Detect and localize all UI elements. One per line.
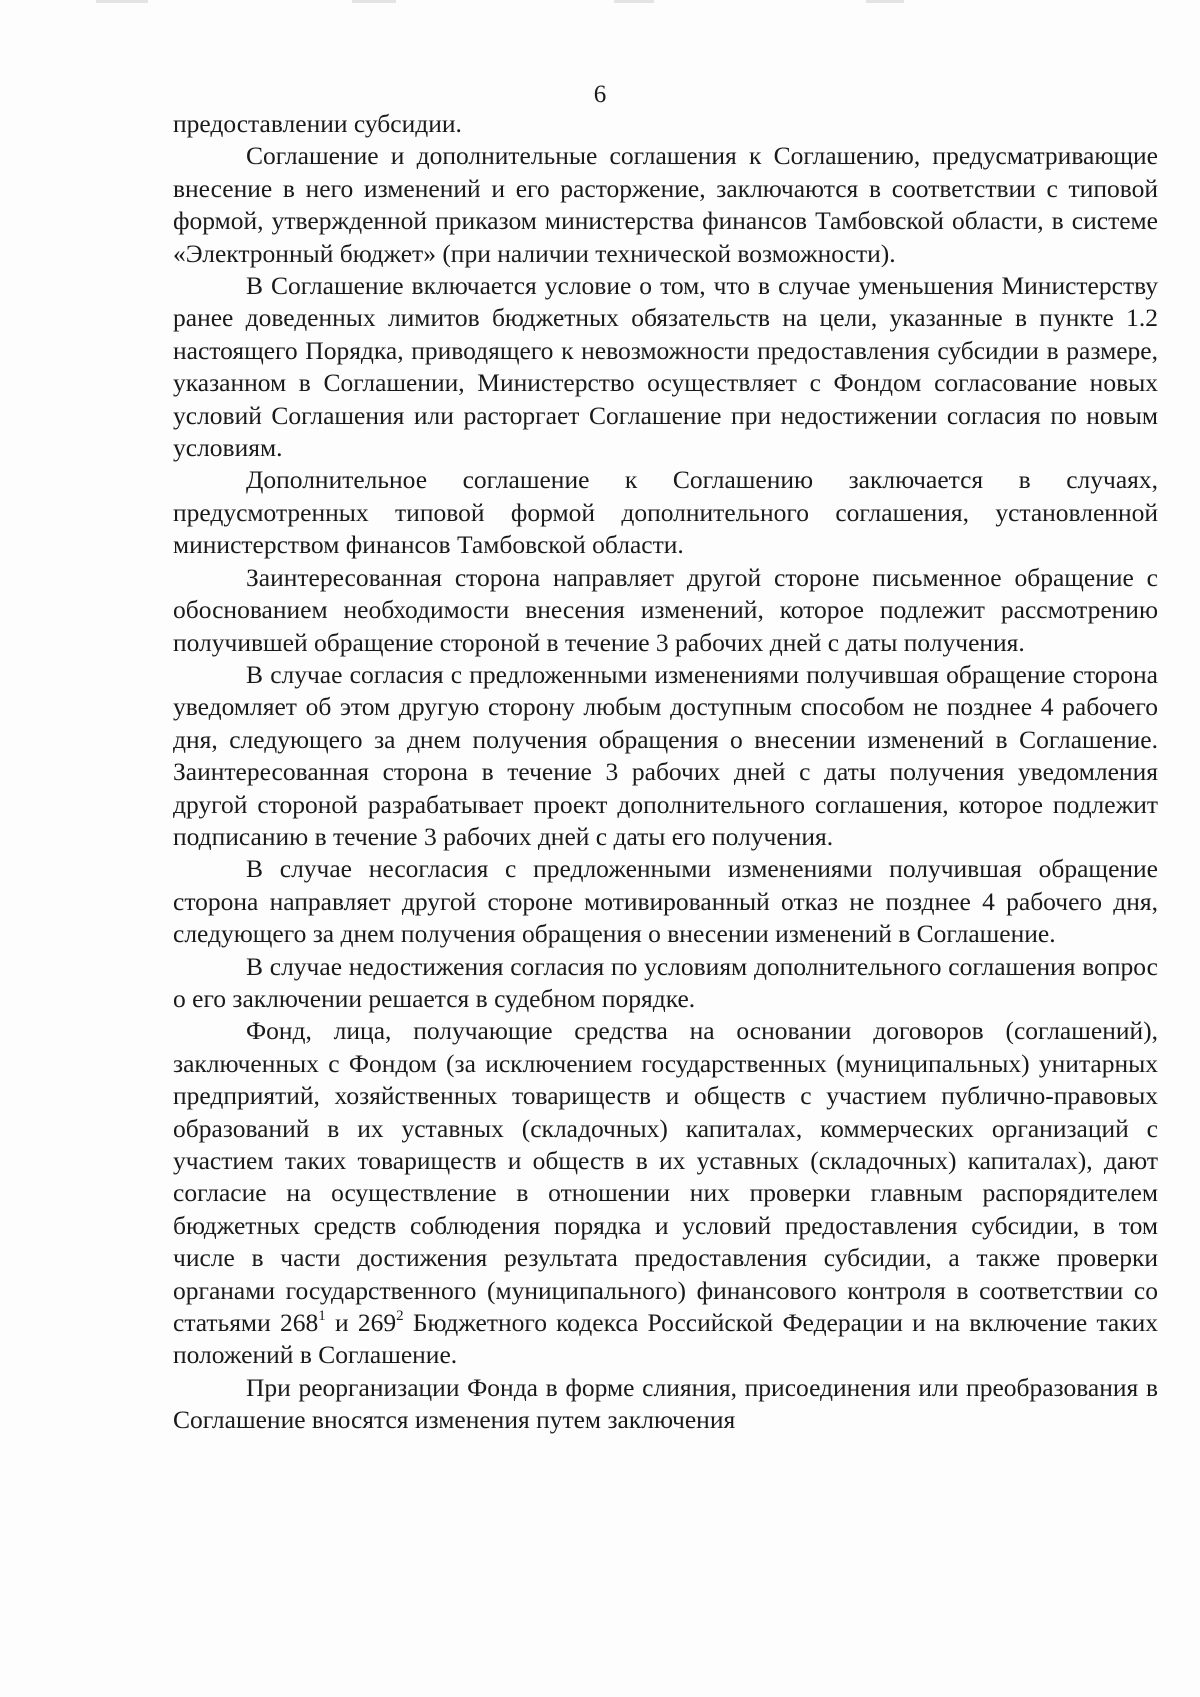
paragraph-refusal-case: В случае несогласия с предложенными изменениями получившая обращение сторона направляет другой стороне мотивированный отказ не позднее 4 рабочего дня, следующего за днем получения обращения о внесении изменений в Соглашение. xyxy=(173,854,1158,949)
scan-artifact xyxy=(96,0,148,3)
paragraph-consent-case: В случае согласия с предложенными изменениями получившая обращение сторона уведомляет об этом другую сторону любым доступным способом не позднее 4 рабочего дня, следующего за днем получения обращения о внесении изменений в Соглашение. Заинтересованная сторона в течение 3 рабочих дней с даты получения уведомления другой стороной разрабатывает проект дополнительного соглашения, которое подлежит подписанию в течение 3 рабочих дней с даты его получения. xyxy=(173,659,1158,851)
article-superscript: 1 xyxy=(318,1308,326,1325)
audit-text-middle: и 269 xyxy=(325,1308,397,1338)
paragraph-limits-reduction: В Соглашение включается условие о том, что в случае уменьшения Министерству ранее доведенных лимитов бюджетных обязательств на цели, указанные в пункте 1.2 настоящего Порядка, приводящего к невозможности предоставления субсидии в размере, указанном в Соглашении, Министерство осуществляет с Фондом согласование новых условий Соглашения или расторгает Соглашение при недостижении согласия по новым условиям. xyxy=(173,271,1158,463)
paragraph-change-request: Заинтересованная сторона направляет другой стороне письменное обращение с обоснованием необходимости внесения изменений, которое подлежит рассмотрению получившей обращение стороной в течение 3 рабочих дней с даты получения. xyxy=(173,562,1158,657)
page-number: 6 xyxy=(593,81,607,108)
audit-text-after: Бюджетного кодекса Российской Федерации и на включение таких положений в Соглашение. xyxy=(173,1308,1158,1370)
paragraph-additional-agreement: Дополнительное соглашение к Соглашению заключается в случаях, предусмотренных типовой формой дополнительного соглашения, установленной министерством финансов Тамбовской области. xyxy=(173,465,1158,560)
scan-artifact xyxy=(614,0,654,3)
document-body xyxy=(173,108,1158,1437)
paragraph-court-resolution: В случае недостижения согласия по условиям дополнительного соглашения вопрос о его заключении решается в судебном порядке. xyxy=(173,951,1158,1013)
audit-text-before: Фонд, лица, получающие средства на основании договоров (соглашений), заключенных с Фондом (за исключением государственных (муниципальных) унитарных предприятий, хозяйственных товариществ и обществ с участием публично-правовых образований в их уставных (складочных) капиталах, коммерческих организаций с участием таких товариществ и обществ в их уставных (складочных) капиталах), дают согласие на осуществление в отношении них проверки главным распорядителем бюджетных средств соблюдения порядка и условий предоставления субсидии, в том числе в части достижения результата предоставления субсидии, а также проверки органами государственного (муниципального) финансового контроля в соответствии со статьями 268 xyxy=(173,1016,1158,1338)
paragraph-reorganization: При реорганизации Фонда в форме слияния, присоединения или преобразования в Соглашение вносятся изменения путем заключения xyxy=(173,1372,1158,1435)
scan-artifact xyxy=(352,0,396,3)
paragraph-continuation: предоставлении субсидии. xyxy=(173,109,462,138)
paragraph-agreement-form: Соглашение и дополнительные соглашения к Соглашению, предусматривающие внесение в него изменений и его расторжение, заключаются в соответствии с типовой формой, утвержденной приказом министерства финансов Тамбовской области, в системе «Электронный бюджет» (при наличии технической возможности). xyxy=(173,141,1158,268)
article-superscript: 2 xyxy=(396,1308,404,1325)
paragraph-audit-consent xyxy=(173,1015,1158,1371)
scan-artifact xyxy=(866,0,904,3)
